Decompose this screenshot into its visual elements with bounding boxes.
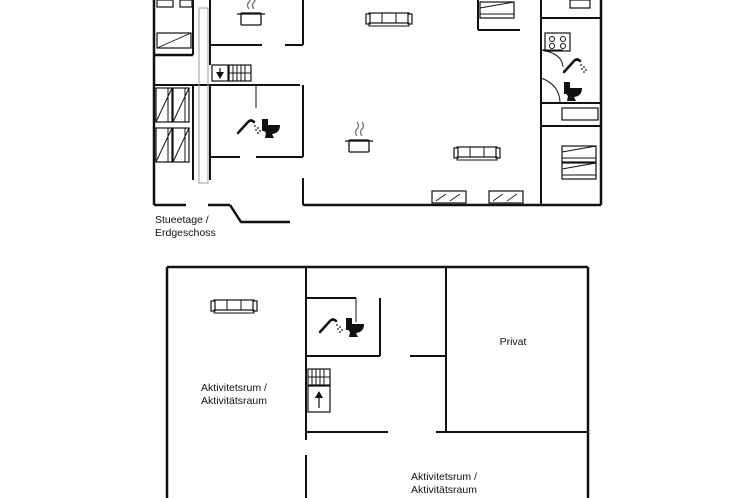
room-label-activity-left: [190, 382, 278, 408]
sofa-icon: [366, 13, 412, 26]
room-label-activity-bottom: [400, 471, 488, 497]
ground-floor-label-line2: Erdgeschoss: [155, 227, 216, 239]
bed-icon: [156, 128, 172, 162]
stove-icon: [545, 33, 570, 51]
ground-floor-label: [155, 214, 216, 240]
window-icon: [489, 191, 523, 203]
room-label-private: Privat: [499, 336, 527, 348]
room-label-activity-bottom-line1: Aktivitetsrum /: [411, 471, 477, 483]
ground-floor-plan: [154, 0, 601, 222]
shower-icon: [320, 320, 343, 333]
stairs-icon: [229, 65, 251, 81]
toilet-icon: [262, 119, 280, 138]
room-label-activity-bottom-line2: Aktivitätsraum: [411, 484, 477, 496]
bed-icon: [173, 128, 189, 162]
room-label-activity-left-line1: Aktivitetsrum /: [201, 382, 267, 394]
bed-icon: [562, 163, 596, 179]
bed-icon: [156, 88, 172, 122]
ground-floor-label-line1: Stueetage /: [155, 214, 209, 226]
cooking-pot-icon: [345, 122, 373, 152]
bed-icon: [173, 88, 189, 122]
shower-icon: [564, 60, 587, 73]
cooking-pot-icon: [237, 0, 265, 25]
toilet-icon: [346, 318, 364, 337]
toilet-icon: [564, 82, 582, 101]
window-icon: [432, 191, 466, 203]
sofa-icon: [211, 300, 257, 313]
room-label-activity-left-line2: Aktivitätsraum: [201, 395, 267, 407]
sofa-icon: [454, 147, 500, 160]
stairs-icon: [308, 369, 330, 385]
shower-icon: [238, 121, 261, 134]
bed-icon: [480, 2, 514, 18]
bed-icon: [562, 146, 596, 162]
